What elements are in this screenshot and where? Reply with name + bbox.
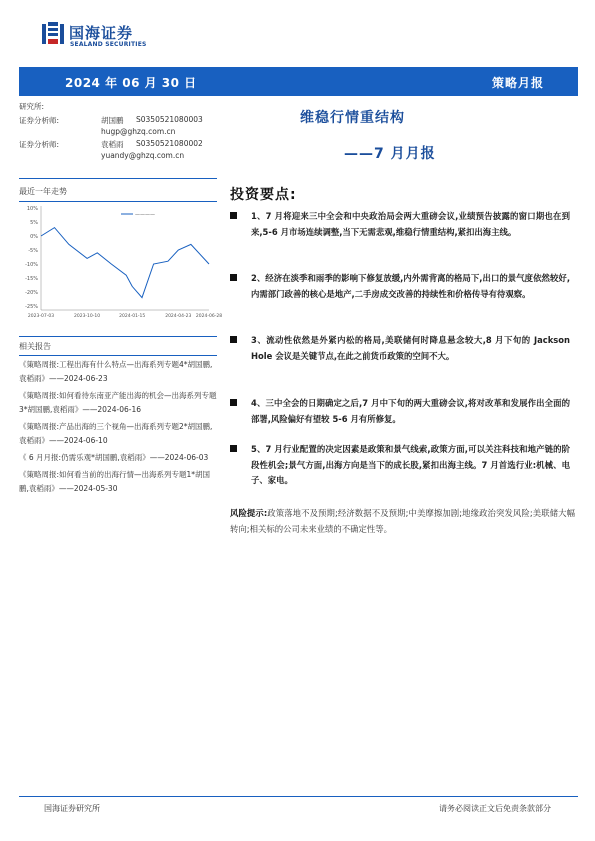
analyst-name: 袁稻雨 [101, 140, 124, 149]
footer-disclaimer[interactable]: 请务必阅读正文后免责条款部分 [439, 804, 551, 813]
y-tick-label: -5% [28, 247, 38, 254]
x-tick-label: 2024-01-15 [119, 314, 146, 319]
y-tick-label: 5% [30, 219, 38, 226]
y-tick-label: -20% [25, 289, 38, 296]
key-point-text: 3、流动性依然是外紧内松的格局,美联储何时降息悬念较大,8 月下旬的 Jackson Hole 会议是关键节点,在此之前货币政策的空间不大。 [251, 335, 570, 361]
analyst-cert: S0350521080003 [136, 115, 203, 124]
divider [19, 336, 217, 337]
analyst-email[interactable]: hugp@ghzq.com.cn [101, 127, 176, 136]
y-tick-label: -15% [25, 275, 38, 282]
report-title: 维稳行情重结构 [300, 110, 405, 126]
bullet-square-icon [230, 274, 237, 281]
y-tick-label: -25% [25, 303, 38, 310]
y-tick-label: -10% [25, 261, 38, 268]
risk-label: 风险提示: [230, 508, 268, 518]
bullet-square-icon [230, 445, 237, 452]
logo-name-cn: 国海证券 [69, 24, 134, 42]
analyst-2 [19, 139, 224, 165]
related-report-item[interactable]: 《策略周报:工程出海有什么特点—出海系列专题4*胡国鹏,袁稻雨》——2024-06-23 [19, 360, 213, 383]
footer-divider [19, 796, 578, 797]
company-logo [42, 21, 152, 51]
header-banner [19, 67, 578, 96]
x-tick-label: 2024-04-23 [165, 314, 192, 319]
related-report-item[interactable]: 《策略周报:如何看待东南亚产能出海的机会—出海系列专题3*胡国鹏,袁稻雨》——2024-06-16 [19, 390, 217, 414]
trend-chart [19, 202, 223, 324]
x-tick-label: 2023-07-03 [27, 314, 55, 319]
report-subtitle: ——7 月月报 [344, 146, 436, 162]
analyst-role: 证券分析师: [19, 140, 60, 149]
bullet-square-icon [230, 399, 237, 406]
related-report-item[interactable]: 《 6 月月报:仍需乐观*胡国鹏,袁稻雨》——2024-06-03 [19, 452, 209, 462]
related-reports-list [19, 358, 217, 499]
related-reports-label: 相关报告 [19, 342, 51, 351]
key-point-text: 1、7 月将迎来三中全会和中央政治局会两大重磅会议,业绩预告披露的窗口期也在到来,5-6 月市场连续调整,当下无需悲观,维稳行情重结构,紧扣出海主线。 [251, 211, 570, 237]
key-point-text: 2、经济在淡季和雨季的影响下修复放缓,内外需背离的格局下,出口的景气度依然较好,内需部门政善的核心是地产,二手房成交改善的持续性和价格传导有待观察。 [251, 273, 570, 299]
footer-institute: 国海证券研究所 [44, 804, 100, 813]
key-points-title: 投资要点: [230, 187, 297, 203]
divider [19, 355, 217, 356]
report-date: 2024 年 06 月 30 日 [65, 76, 197, 90]
related-report-item[interactable]: 《策略周报:如何看当前的出海行情—出海系列专题1*胡国鹏,袁稻雨》——2024-05-30 [19, 469, 211, 493]
divider [19, 178, 217, 179]
report-type: 策略月报 [491, 76, 544, 90]
analyst-email[interactable]: yuandy@ghzq.com.cn [101, 151, 185, 160]
risk-warning [230, 506, 575, 537]
analyst-cert: S0350521080002 [136, 139, 203, 148]
x-tick-label: 2024-06-28 [195, 314, 223, 319]
bullet-square-icon [230, 336, 237, 343]
y-tick-label: 0% [30, 233, 38, 240]
trend-chart-svg [19, 202, 223, 324]
institute-label: 研究所: [19, 102, 45, 111]
related-report-item[interactable]: 《策略周报:产品出海的三个视角—出海系列专题2*胡国鹏,袁稻雨》——2024-06-10 [19, 421, 213, 445]
logo-name-en: SEALAND SECURITIES [70, 41, 147, 48]
sealand-logo-icon [42, 22, 64, 46]
trend-line [41, 228, 209, 298]
key-point-text: 4、三中全会的日期确定之后,7 月中下旬的两大重磅会议,将对改革和发展作出全面的部署,风险偏好有望较 5-6 月有所修复。 [251, 398, 570, 424]
bullet-square-icon [230, 212, 237, 219]
risk-text: 政策落地不及预期;经济数据不及预期;中美摩擦加剧;地缘政治突发风险;美联储大幅转向;相关标的公司未来业绩的不确定性等。 [230, 508, 575, 534]
legend-label: ———— [135, 212, 155, 218]
analyst-name: 胡国鹏 [101, 116, 124, 125]
key-point-text: 5、7 月行业配置的决定因素是政策和景气线索,政策方面,可以关注科技和地产链的阶段性机会;景气方面,出海方向是当下的成长股,紧扣出海主线。7 月首选行业:机械、电子、家电。 [251, 444, 570, 486]
analyst-1 [19, 115, 224, 141]
x-tick-label: 2023-10-10 [73, 314, 101, 319]
y-tick-label: 10% [26, 205, 38, 212]
analyst-role: 证券分析师: [19, 116, 60, 125]
trend-section-label: 最近一年走势 [19, 187, 67, 196]
